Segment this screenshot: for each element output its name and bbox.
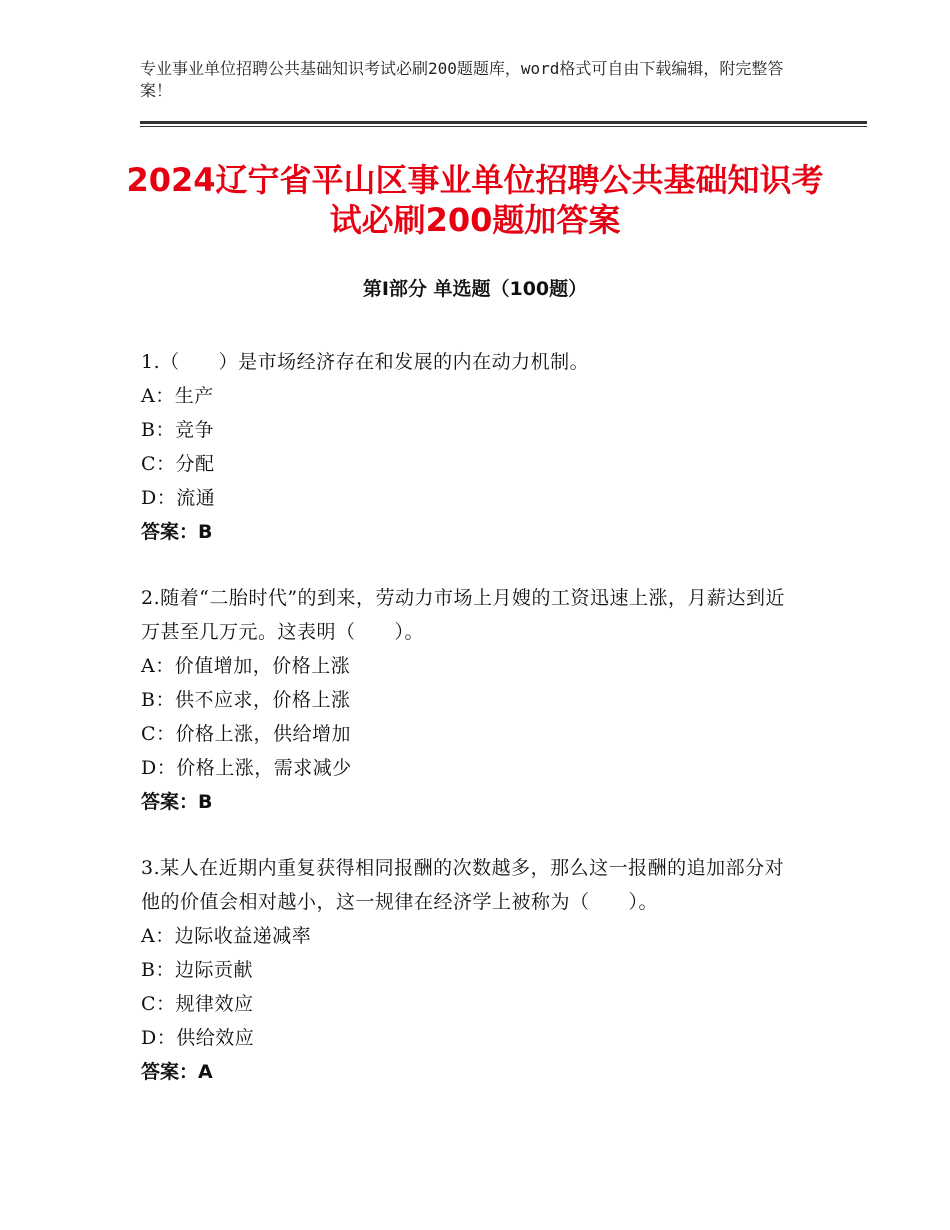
question-1 <box>141 345 801 549</box>
option-a: A：生产 <box>141 385 214 407</box>
header-note: 专业事业单位招聘公共基础知识考试必刷200题题库，word格式可自由下载编辑，附完整答案！ <box>140 59 784 100</box>
option-b: B：竞争 <box>141 419 214 441</box>
question-stem: 1.（ ）是市场经济存在和发展的内在动力机制。 <box>141 351 590 373</box>
option-d: D：流通 <box>141 487 216 509</box>
option-b: B：供不应求，价格上涨 <box>141 689 351 711</box>
header-rule-thin <box>140 126 867 127</box>
answer-label: 答案：A <box>141 1061 213 1083</box>
option-b: B：边际贡献 <box>141 959 253 981</box>
option-c: C：规律效应 <box>141 993 254 1015</box>
section-title: 第Ⅰ部分 单选题（100题） <box>362 278 588 300</box>
option-d: D：供给效应 <box>141 1027 255 1049</box>
header-rule-thick <box>140 121 867 124</box>
question-list <box>141 345 801 1121</box>
question-2 <box>141 581 801 819</box>
answer-label: 答案：B <box>141 521 213 543</box>
option-a: A：价值增加，价格上涨 <box>141 655 351 677</box>
option-a: A：边际收益递减率 <box>141 925 312 947</box>
option-c: C：分配 <box>141 453 215 475</box>
question-stem: 3.某人在近期内重复获得相同报酬的次数越多，那么这一报酬的追加部分对他的价值会相对越小，这一规律在经济学上被称为（ ）。 <box>141 857 785 913</box>
option-d: D：价格上涨，需求减少 <box>141 757 352 779</box>
option-c: C：价格上涨，供给增加 <box>141 723 352 745</box>
document-title: 2024辽宁省平山区事业单位招聘公共基础知识考试必刷200题加答案 <box>126 161 824 239</box>
question-3 <box>141 851 801 1089</box>
question-stem: 2.随着“二胎时代”的到来，劳动力市场上月嫂的工资迅速上涨，月薪达到近万甚至几万元。这表明（ ）。 <box>141 587 786 643</box>
answer-label: 答案：B <box>141 791 213 813</box>
